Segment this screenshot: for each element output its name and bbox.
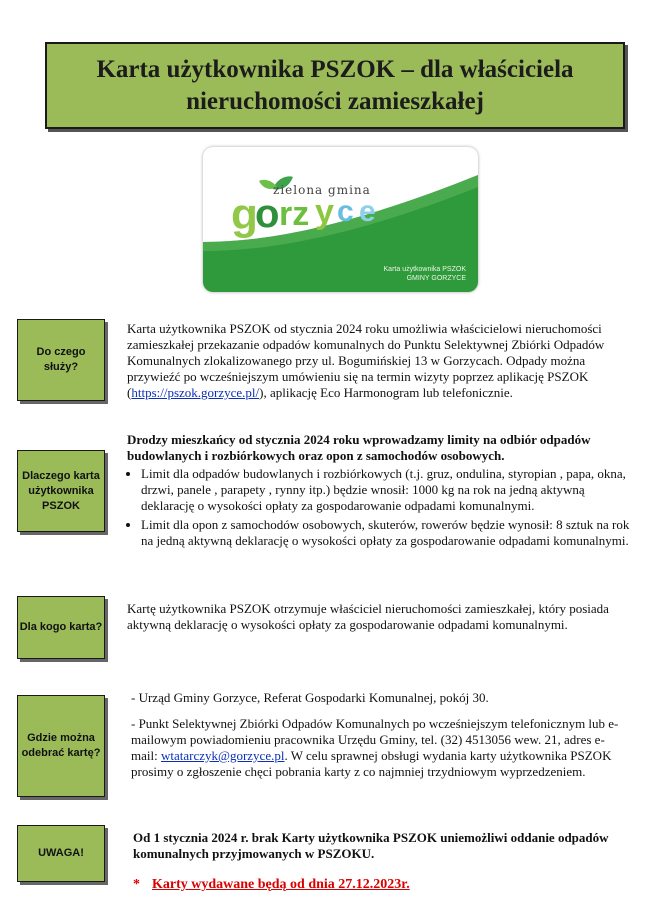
limit-construction-waste: • Limit dla odpadów budowlanych i rozbiórkowych (t.j. gruz, ondulina, styropian , papa, okna, drzwi, panele , parapety , rynny itp.) będzie wnosił: 1000 kg na rok na jedną aktywną deklarację o wysokości opłaty za gospodarowanie odpadami komunalnymi. — [141, 466, 632, 514]
side-label-text: Gdzie można odebrać kartę? — [21, 732, 101, 759]
svg-text:y: y — [315, 193, 334, 231]
section-who-text — [127, 601, 632, 633]
warning-text: Od 1 stycznia 2024 r. brak Karty użytkownika PSZOK uniemożliwi oddanie odpadów komunalnych przyjmowanych w PSZOKU. — [133, 830, 609, 861]
side-label-who — [17, 596, 105, 659]
side-label-warning — [17, 825, 105, 882]
email-link[interactable]: wtatarczyk@gorzyce.pl — [160, 748, 285, 763]
where-pszok — [131, 716, 631, 780]
svg-text:e: e — [359, 195, 376, 228]
side-label-purpose — [17, 319, 105, 401]
side-label-text: Do czego służy? — [36, 346, 86, 373]
svg-text:g: g — [231, 190, 258, 239]
section-where-text — [131, 690, 631, 780]
limits-heading: Drodzy mieszkańcy od stycznia 2024 roku wprowadzamy limity na odbiór odpadów budowlanych i rozbiórkowych oraz opon z samochodów osobowych. — [127, 432, 591, 463]
section-warning-text — [133, 830, 615, 862]
pszok-link[interactable]: https://pszok.gorzyce.pl/ — [131, 385, 260, 400]
limit-tyres: • Limit dla opon z samochodów osobowych, skuterów, rowerów będzie wynosił: 8 sztuk na rok na jedną aktywną deklarację o wysokości opłaty za gospodarowanie odpadami komunalnymi. — [141, 517, 632, 549]
svg-text:o: o — [255, 192, 280, 236]
card-tagline: zielona gmina — [273, 183, 371, 197]
note-asterisk: * — [133, 877, 140, 892]
section-purpose-text — [127, 321, 632, 401]
svg-text:rz: rz — [279, 195, 310, 233]
who-text: Kartę użytkownika PSZOK otrzymuje właściciel nieruchomości zamieszkałej, który posiada aktywną deklarację o wysokości opłaty za gospodarowanie odpadami komunalnymi. — [127, 601, 609, 632]
purpose-text-end: ), aplikację Eco Harmonogram lub telefonicznie. — [259, 385, 513, 400]
where-office: - Urząd Gminy Gorzyce, Referat Gospodarki Komunalnej, pokój 30. — [131, 690, 489, 705]
side-label-where — [17, 695, 105, 797]
title-banner — [45, 42, 625, 129]
side-label-text: Dlaczego karta użytkownika PSZOK — [22, 469, 100, 512]
where-pszok-end: . W celu sprawnej obsługi wydania karty użytkownika PSZOK prosimy o zgłoszenie chęci pobrania karty z co najmniej trzydniowym wyprzedzeniem. — [131, 748, 612, 779]
note-text: Karty wydawane będą od dnia 27.12.2023r. — [152, 877, 410, 892]
limits-list — [127, 466, 632, 549]
card-caption — [384, 265, 466, 283]
pszok-card-image — [203, 147, 478, 292]
section-why-text — [127, 432, 632, 552]
page-title: Karta użytkownika PSZOK – dla właściciela nieruchomości zamieszkałej — [96, 55, 574, 115]
issue-date-note — [133, 877, 410, 893]
where-pszok-start: - Punkt Selektywnej Zbiórki Odpadów Komunalnych po wcześniejszym telefonicznym lub e-mailowym powiadomieniu pracownika Urzędu Gminy, tel. (32) 4513056 wew. 21, adres e-mail: — [131, 716, 619, 763]
svg-text:c: c — [337, 195, 354, 228]
card-caption-line2: GMINY GORZYCE — [406, 275, 466, 282]
card-caption-line1: Karta użytkownika PSZOK — [383, 266, 466, 273]
side-label-text: Dla kogo karta? — [19, 621, 103, 633]
side-label-text: UWAGA! — [38, 847, 84, 859]
purpose-text-start: Karta użytkownika PSZOK od stycznia 2024 roku umożliwia właścicielowi nieruchomości zamieszkałej przekazanie odpadów komunalnych do Punktu Selektywnej Zbiórki Odpadów Komunalnych zlokalizowanego przy ul. Bogumińskiej 13 w Gorzycach. Odpady można przywieźć po wcześniejszym umówieniu się na termin wizyty poprzez aplikację PSZOK ( — [127, 321, 605, 400]
side-label-why — [17, 450, 105, 532]
